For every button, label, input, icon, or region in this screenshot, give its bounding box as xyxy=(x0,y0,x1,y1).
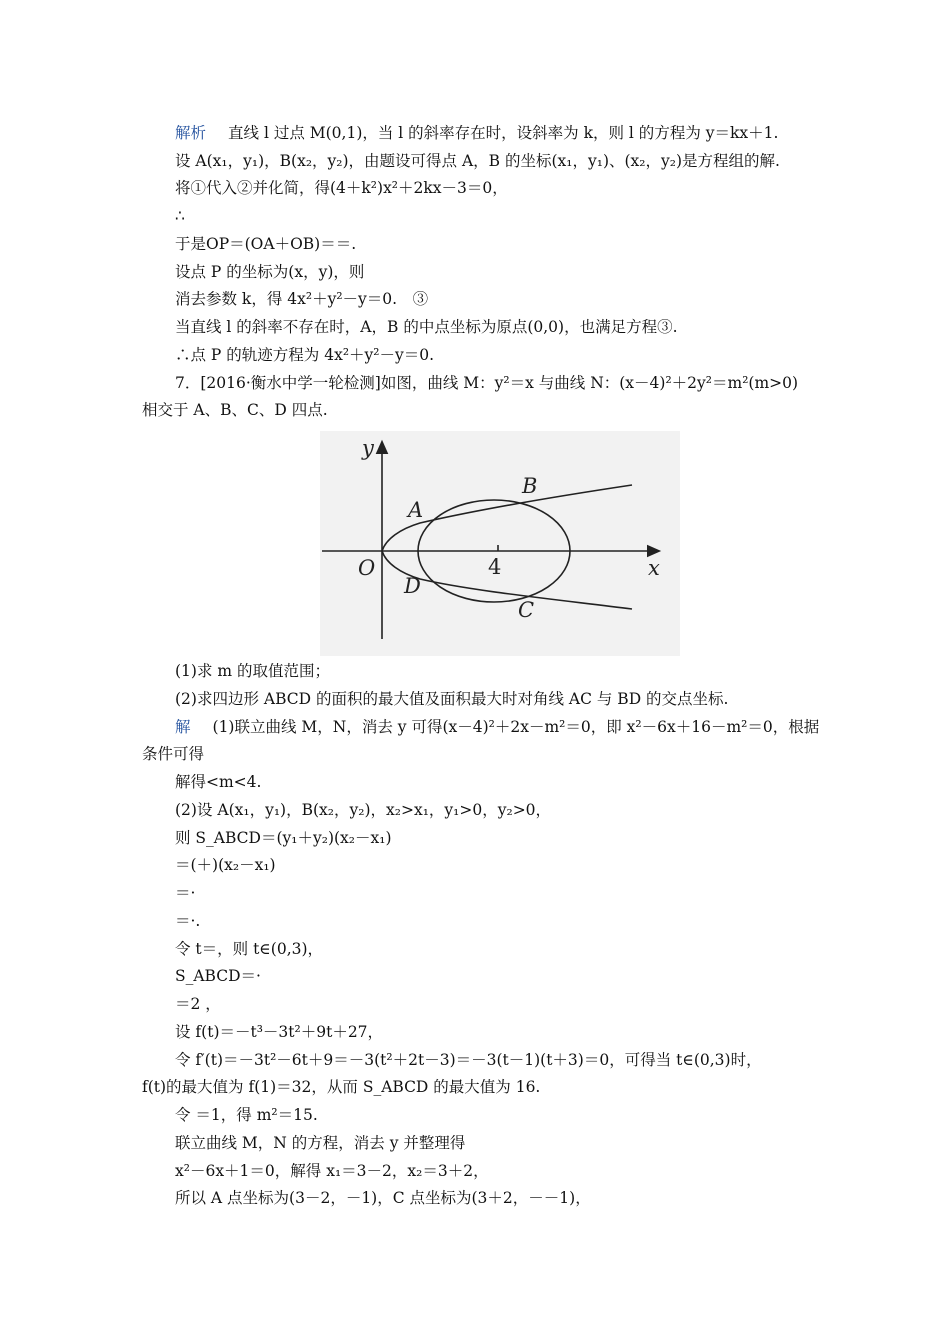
solution-line: 设 f(t)＝－t³－3t²＋9t＋27， xyxy=(175,1023,384,1041)
solution-line: (2)设 A(x₁，y₁)，B(x₂，y₂)，x₂>x₁，y₁>0，y₂>0， xyxy=(175,801,552,819)
solution-line: 所以 A 点坐标为(3－2，－1)，C 点坐标为(3＋2，－－1)， xyxy=(175,1189,591,1207)
solution-line: ＝· xyxy=(175,884,196,902)
solution-text: 直线 l 过点 M(0,1)，当 l 的斜率存在时，设斜率为 k，则 l 的方程为 y＝kx＋1. xyxy=(228,124,779,142)
solution-line: f(t)的最大值为 f(1)＝32，从而 S_ABCD 的最大值为 16. xyxy=(142,1078,541,1096)
solution-line: 将①代入②并化简，得(4＋k²)x²＋2kx－3＝0， xyxy=(175,179,508,197)
label-b: B xyxy=(522,474,538,498)
solution-line: 设 A(x₁，y₁)，B(x₂，y₂)，由题设可得点 A，B 的坐标(x₁，y₁)、(x₂，y₂)是方程组的解. xyxy=(175,152,780,170)
problem-statement: 7．[2016·衡水中学一轮检测]如图，曲线 M：y²＝x 与曲线 N：(x－4)²＋2y²＝m²(m>0) xyxy=(175,374,799,392)
solution-line: 联立曲线 M，N 的方程，消去 y 并整理得 xyxy=(175,1134,466,1152)
label-d: D xyxy=(404,574,421,598)
solution-line: 则 S_ABCD＝(y₁＋y₂)(x₂－x₁) xyxy=(175,829,392,847)
solution-line xyxy=(175,716,819,738)
solution-text: (1)联立曲线 M，N，消去 y 可得(x－4)²＋2x－m²＝0，即 x²－6x＋16－m²＝0，根据 xyxy=(212,718,820,736)
solution-line: ＝2 ， xyxy=(175,995,221,1013)
solution-line: ∴点 P 的轨迹方程为 4x²＋y²－y＝0. xyxy=(175,346,435,364)
solution-line: ＝·. xyxy=(175,912,201,930)
question-item: (2)求四边形 ABCD 的面积的最大值及面积最大时对角线 AC 与 BD 的交点坐标. xyxy=(175,690,729,708)
curves-diagram xyxy=(320,431,680,656)
solution-line xyxy=(175,122,778,144)
solution-line: 设点 P 的坐标为(x，y)，则 xyxy=(175,263,365,281)
solution-line: ＝(＋)(x₂－x₁) xyxy=(175,856,276,874)
solution-line: ∴ xyxy=(175,207,185,225)
label-c: C xyxy=(518,598,535,622)
solution-line: 解得<m<4. xyxy=(175,773,262,791)
question-item: (1)求 m 的取值范围； xyxy=(175,662,331,680)
label-origin: O xyxy=(358,556,376,580)
label-four: 4 xyxy=(488,555,502,579)
label-y: y xyxy=(362,436,374,460)
solution-line: 当直线 l 的斜率不存在时，A，B 的中点坐标为原点(0,0)，也满足方程③. xyxy=(175,318,678,336)
problem-statement: 相交于 A、B、C、D 四点. xyxy=(142,401,328,419)
solution-line: 条件可得 xyxy=(142,745,205,763)
label-x: x xyxy=(648,556,660,580)
solution-line: 令 t＝，则 t∈(0,3)， xyxy=(175,940,324,958)
solution-line: 令 ＝1，得 m²＝15. xyxy=(175,1106,318,1124)
curves-figure xyxy=(320,431,680,656)
solution-line: 令 f′(t)＝－3t²－6t＋9＝－3(t²＋2t－3)＝－3(t－1)(t＋3)＝0，可得当 t∈(0,3)时， xyxy=(175,1051,762,1069)
solution-line: 于是OP＝(OA＋OB)＝＝. xyxy=(175,235,357,253)
label-a: A xyxy=(408,498,424,522)
analysis-label: 解析 xyxy=(175,124,207,142)
answer-label: 解 xyxy=(175,718,191,736)
solution-line: 消去参数 k，得 4x²＋y²－y＝0. ③ xyxy=(175,290,429,308)
solution-line: S_ABCD＝· xyxy=(175,967,261,985)
solution-line: x²－6x＋1＝0，解得 x₁＝3－2，x₂＝3＋2， xyxy=(175,1162,489,1180)
